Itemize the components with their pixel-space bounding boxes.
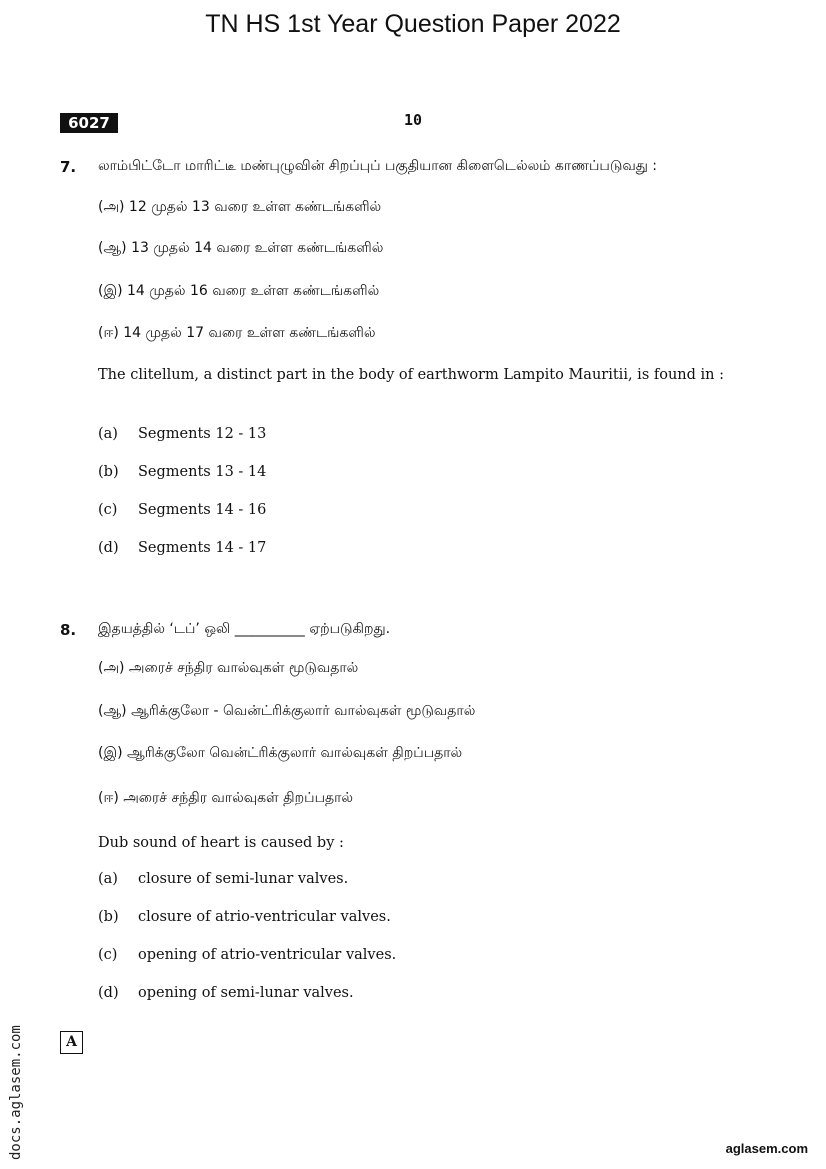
option-text: opening of atrio-ventricular valves.	[138, 947, 397, 963]
question-7-tamil-stem: லாம்பிட்டோ மாரிட்டீ மண்புழுவின் சிறப்புப் பகுதியான கிளைடெல்லம் காணப்படுவது :	[98, 158, 658, 174]
question-7-tamil-option-3: (இ) 14 முதல் 16 வரை உள்ள கண்டங்களில்	[98, 283, 380, 299]
option-text: Segments 14 - 17	[138, 540, 267, 556]
question-8-tamil-option-1: (அ) அரைச் சந்திர வால்வுகள் மூடுவதால்	[98, 660, 359, 676]
question-8-english-stem: Dub sound of heart is caused by :	[98, 835, 344, 851]
question-8-option-a	[98, 871, 348, 887]
question-7-option-a	[98, 426, 266, 442]
question-8-tamil-option-2: (ஆ) ஆரிக்குலோ - வென்ட்ரிக்குலார் வால்வுகள் மூடுவதால்	[98, 703, 476, 719]
option-label: (b)	[98, 464, 119, 480]
option-label: (b)	[98, 909, 119, 925]
document-title: TN HS 1st Year Question Paper 2022	[205, 10, 621, 38]
series-box: A	[60, 1031, 83, 1054]
option-label: (c)	[98, 947, 118, 963]
footer-site-link[interactable]: aglasem.com	[725, 1141, 808, 1156]
question-8-tamil-stem: இதயத்தில் ‘டப்’ ஒலி __________ ஏற்படுகிறது.	[98, 621, 391, 637]
option-label: (a)	[98, 426, 118, 442]
option-label: (d)	[98, 985, 119, 1001]
option-text: Segments 14 - 16	[138, 502, 267, 518]
question-8-option-d	[98, 985, 354, 1001]
option-label: (a)	[98, 871, 118, 887]
option-text: closure of atrio-ventricular valves.	[138, 909, 391, 925]
question-7-tamil-option-2: (ஆ) 13 முதல் 14 வரை உள்ள கண்டங்களில்	[98, 240, 384, 256]
question-8-tamil-option-4: (ஈ) அரைச் சந்திர வால்வுகள் திறப்பதால்	[98, 790, 354, 806]
question-7-option-c	[98, 502, 266, 518]
question-7-number: 7.	[60, 158, 77, 176]
side-watermark: docs.aglasem.com	[8, 1025, 24, 1160]
question-8-tamil-option-3: (இ) ஆரிக்குலோ வென்ட்ரிக்குலார் வால்வுகள் திறப்பதால்	[98, 745, 463, 761]
question-7-option-d	[98, 540, 266, 556]
question-8-option-b	[98, 909, 391, 925]
page-number: 10	[403, 111, 423, 129]
option-label: (d)	[98, 540, 119, 556]
option-text: closure of semi-lunar valves.	[138, 871, 349, 887]
question-8-number: 8.	[60, 621, 77, 639]
option-text: Segments 13 - 14	[138, 464, 267, 480]
question-7-tamil-option-1: (அ) 12 முதல் 13 வரை உள்ள கண்டங்களில்	[98, 199, 382, 215]
paper-code-badge: 6027	[60, 113, 118, 133]
question-7-english-stem: The clitellum, a distinct part in the body of earthworm Lampito Mauritii, is found in :	[98, 367, 724, 383]
option-text: Segments 12 - 13	[138, 426, 267, 442]
question-7-option-b	[98, 464, 266, 480]
option-label: (c)	[98, 502, 118, 518]
question-8-option-c	[98, 947, 396, 963]
option-text: opening of semi-lunar valves.	[138, 985, 354, 1001]
question-7-tamil-option-4: (ஈ) 14 முதல் 17 வரை உள்ள கண்டங்களில்	[98, 325, 376, 341]
